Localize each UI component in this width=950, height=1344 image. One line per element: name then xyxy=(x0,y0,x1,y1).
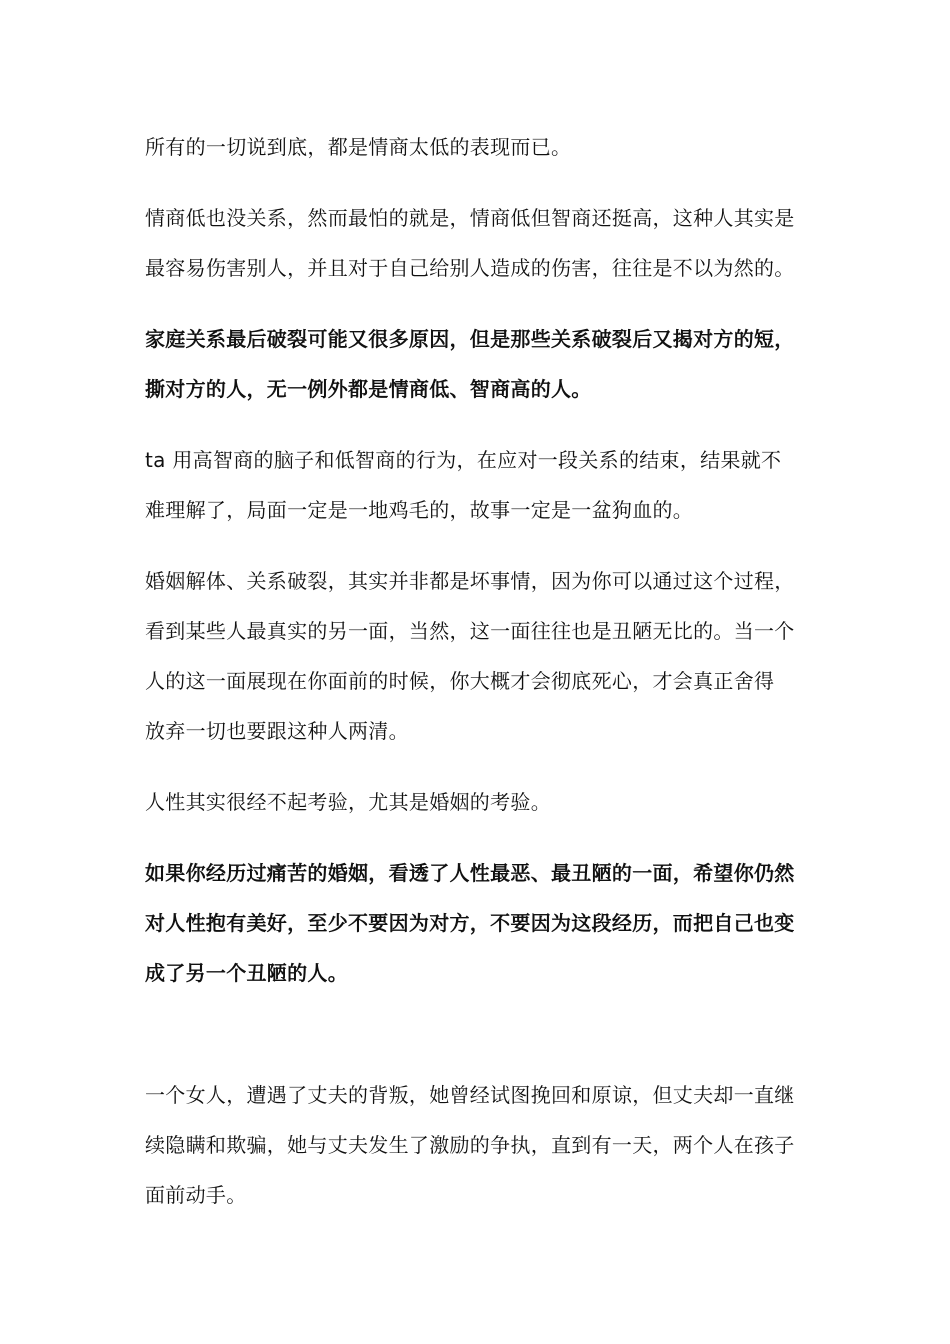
text-line: 对人性抱有美好，至少不要因为对方，不要因为这段经历，而把自己也变 xyxy=(145,911,795,935)
text-line: 续隐瞒和欺骗，她与丈夫发生了激励的争执，直到有一天，两个人在孩子 xyxy=(145,1133,795,1157)
text-line: 难理解了，局面一定是一地鸡毛的，故事一定是一盆狗血的。 xyxy=(145,498,694,522)
text-line: 婚姻解体、关系破裂，其实并非都是坏事情，因为你可以通过这个过程， xyxy=(145,569,795,593)
text-line: 如果你经历过痛苦的婚姻，看透了人性最恶、最丑陋的一面，希望你仍然 xyxy=(145,861,795,885)
text-line: 最容易伤害别人，并且对于自己给别人造成的伤害，往往是不以为然的。 xyxy=(145,256,795,280)
paragraph-8 xyxy=(145,1070,815,1220)
text-line: 撕对方的人，无一例外都是情商低、智商高的人。 xyxy=(145,377,592,401)
text-line: 家庭关系最后破裂可能又很多原因，但是那些关系破裂后又揭对方的短， xyxy=(145,327,795,351)
text-line: 一个女人，遭遇了丈夫的背叛，她曾经试图挽回和原谅，但丈夫却一直继 xyxy=(145,1083,795,1107)
text-line: 放弃一切也要跟这种人两清。 xyxy=(145,719,409,743)
text-line: 情商低也没关系，然而最怕的就是，情商低但智商还挺高，这种人其实是 xyxy=(145,206,795,230)
text-line: 人性其实很经不起考验，尤其是婚姻的考验。 xyxy=(145,790,551,814)
text-line: 看到某些人最真实的另一面，当然，这一面往往也是丑陋无比的。当一个 xyxy=(145,619,795,643)
paragraph-1 xyxy=(145,122,815,172)
paragraph-7-bold xyxy=(145,848,815,998)
paragraph-6 xyxy=(145,777,815,827)
paragraph-4 xyxy=(145,435,815,535)
document-page xyxy=(145,122,815,1220)
paragraph-2 xyxy=(145,193,815,293)
text-line: 成了另一个丑陋的人。 xyxy=(145,961,348,985)
paragraph-3-bold xyxy=(145,314,815,414)
text-line: ta 用高智商的脑子和低智商的行为，在应对一段关系的结束，结果就不 xyxy=(145,448,782,472)
paragraph-5 xyxy=(145,556,815,756)
text-line: 人的这一面展现在你面前的时候，你大概才会彻底死心，才会真正舍得 xyxy=(145,669,775,693)
text-line: 所有的一切说到底，都是情商太低的表现而已。 xyxy=(145,135,572,159)
text-line: 面前动手。 xyxy=(145,1183,247,1207)
